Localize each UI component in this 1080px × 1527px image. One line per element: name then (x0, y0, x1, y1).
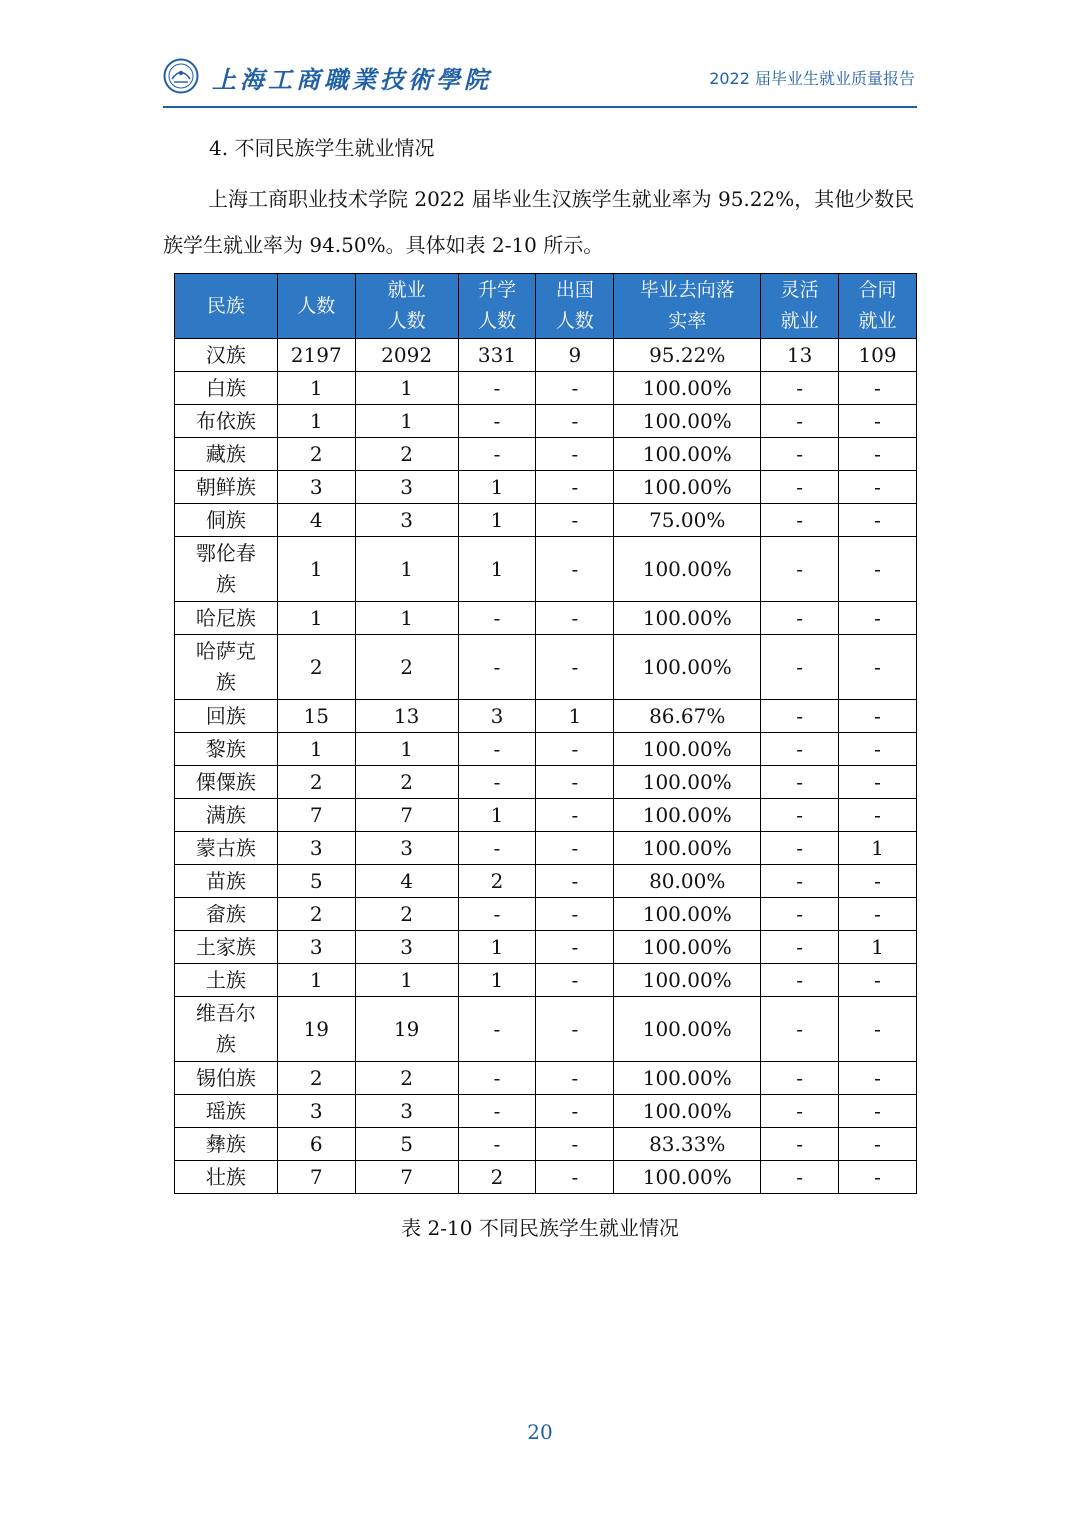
ethnic-group-cell (175, 405, 278, 438)
table-cell: - (839, 635, 917, 700)
table-cell: 1 (355, 405, 458, 438)
table-cell: 100.00% (614, 602, 761, 635)
table-cell: - (839, 1095, 917, 1128)
table-cell: - (458, 1062, 536, 1095)
table-cell: 7 (355, 799, 458, 832)
table-cell: - (761, 438, 839, 471)
ethnic-group-cell (175, 997, 278, 1062)
table-cell: 2 (277, 898, 355, 931)
table-cell: - (536, 1095, 614, 1128)
table-cell: 2 (458, 865, 536, 898)
ethnic-group-cell (175, 832, 278, 865)
table-cell: - (839, 372, 917, 405)
table-cell: 331 (458, 339, 536, 372)
ethnic-group-name: 壮族 (205, 1164, 246, 1189)
column-header (175, 274, 278, 339)
column-header-text: 实率 (668, 310, 707, 332)
table-cell: - (761, 372, 839, 405)
table-cell: 5 (277, 865, 355, 898)
ethnic-group-cell (175, 1095, 278, 1128)
ethnic-group-cell (175, 1128, 278, 1161)
table-cell: 3 (355, 471, 458, 504)
ethnic-group-name: 白族 (205, 375, 246, 400)
column-header-text: 就业 (858, 310, 897, 332)
table-cell: 100.00% (614, 372, 761, 405)
ethnic-group-name: 汉族 (205, 342, 246, 367)
ethnic-group-cell (175, 504, 278, 537)
ethnic-group-name: 族 (215, 1032, 236, 1056)
column-header (839, 274, 917, 339)
table-cell: - (761, 865, 839, 898)
table-cell: - (761, 1161, 839, 1194)
table-row (175, 1161, 917, 1194)
table-cell: 13 (761, 339, 839, 372)
ethnic-group-name: 布依族 (195, 408, 256, 433)
table-row (175, 997, 917, 1062)
table-cell: - (761, 1128, 839, 1161)
table-cell: 1 (355, 602, 458, 635)
table-cell: 2 (277, 635, 355, 700)
table-cell: - (761, 1095, 839, 1128)
table-cell: - (761, 931, 839, 964)
table-cell: - (761, 799, 839, 832)
table-cell: 100.00% (614, 1161, 761, 1194)
table-row (175, 799, 917, 832)
table-cell: 100.00% (614, 931, 761, 964)
table-cell: 3 (458, 700, 536, 733)
column-header (761, 274, 839, 339)
table-cell: 3 (355, 504, 458, 537)
table-cell: 3 (355, 931, 458, 964)
table-row (175, 898, 917, 931)
column-header (614, 274, 761, 339)
page-header (0, 0, 1080, 115)
table-cell: - (761, 471, 839, 504)
table-cell: - (839, 1062, 917, 1095)
table-row (175, 964, 917, 997)
table-cell: 1 (355, 964, 458, 997)
table-cell: 1 (355, 372, 458, 405)
table-cell: 3 (277, 471, 355, 504)
table-cell: 2197 (277, 339, 355, 372)
table-cell: - (536, 964, 614, 997)
table-row (175, 438, 917, 471)
table-cell: - (536, 931, 614, 964)
table-cell: 100.00% (614, 471, 761, 504)
table-cell: - (536, 602, 614, 635)
table-cell: 4 (355, 865, 458, 898)
ethnic-group-cell (175, 700, 278, 733)
column-header-text: 民族 (206, 294, 245, 317)
table-cell: 1 (458, 931, 536, 964)
table-cell: 1 (458, 537, 536, 602)
column-header-text: 出国 (555, 279, 594, 301)
ethnic-group-cell (175, 537, 278, 602)
ethnic-group-name: 满族 (205, 802, 246, 827)
table-cell: - (458, 766, 536, 799)
table-caption: 表 2-10 不同民族学生就业情况 (401, 1216, 679, 1240)
report-title: 2022 届毕业生就业质量报告 (709, 69, 915, 88)
table-cell: 19 (277, 997, 355, 1062)
table-cell: 2 (355, 766, 458, 799)
table-cell: 19 (355, 997, 458, 1062)
column-header (536, 274, 614, 339)
table-cell: 1 (277, 405, 355, 438)
ethnic-group-name: 锡伯族 (195, 1065, 256, 1090)
column-header-text: 人数 (387, 310, 426, 332)
table-cell: 7 (277, 799, 355, 832)
ethnic-group-name: 苗族 (205, 868, 246, 893)
table-cell: 13 (355, 700, 458, 733)
table-cell: 2 (355, 1062, 458, 1095)
table-cell: - (536, 438, 614, 471)
ethnic-group-cell (175, 339, 278, 372)
ethnic-group-name: 族 (215, 572, 236, 596)
table-cell: - (536, 471, 614, 504)
table-cell: 5 (355, 1128, 458, 1161)
intro-paragraph (163, 176, 917, 268)
table-cell: - (536, 1062, 614, 1095)
table-cell: - (839, 766, 917, 799)
ethnic-group-name: 土家族 (195, 934, 256, 959)
ethnic-group-name: 鄂伦春 (195, 541, 256, 565)
table-row (175, 832, 917, 865)
table-cell: 1 (458, 964, 536, 997)
table-cell: 1 (839, 832, 917, 865)
table-cell: 100.00% (614, 799, 761, 832)
table-row (175, 471, 917, 504)
ethnic-group-name: 土族 (205, 967, 246, 992)
header-divider (163, 106, 917, 108)
ethnic-group-cell (175, 635, 278, 700)
ethnic-group-cell (175, 931, 278, 964)
table-cell: 83.33% (614, 1128, 761, 1161)
table-cell: 1 (355, 733, 458, 766)
ethnic-group-cell (175, 799, 278, 832)
table-cell: 1 (458, 504, 536, 537)
table-cell: 1 (839, 931, 917, 964)
table-cell: - (536, 372, 614, 405)
table-cell: - (761, 700, 839, 733)
column-header-text: 人数 (555, 310, 594, 332)
ethnic-group-cell (175, 1062, 278, 1095)
ethnic-employment-table (174, 273, 917, 1194)
table-cell: 1 (277, 372, 355, 405)
ethnic-group-cell (175, 602, 278, 635)
table-cell: - (458, 602, 536, 635)
table-cell: 100.00% (614, 832, 761, 865)
table-cell: - (839, 405, 917, 438)
table-cell: 75.00% (614, 504, 761, 537)
table-cell: - (839, 898, 917, 931)
table-cell: - (839, 438, 917, 471)
table-cell: - (536, 537, 614, 602)
column-header-text: 毕业去向落 (639, 279, 735, 301)
table-cell: 3 (277, 832, 355, 865)
table-cell: 9 (536, 339, 614, 372)
table-row (175, 733, 917, 766)
ethnic-group-name: 族 (215, 670, 236, 694)
table-cell: - (761, 602, 839, 635)
table-cell: - (839, 504, 917, 537)
table-cell: 95.22% (614, 339, 761, 372)
table-cell: - (761, 537, 839, 602)
table-cell: - (458, 898, 536, 931)
table-cell: - (761, 405, 839, 438)
table-cell: - (536, 865, 614, 898)
table-cell: 80.00% (614, 865, 761, 898)
table-cell: - (839, 700, 917, 733)
table-row (175, 1095, 917, 1128)
table-cell: - (458, 1128, 536, 1161)
table-row (175, 700, 917, 733)
table-cell: 109 (839, 339, 917, 372)
table-cell: - (458, 635, 536, 700)
table-cell: - (536, 832, 614, 865)
table-row (175, 372, 917, 405)
table-cell: - (536, 799, 614, 832)
table-cell: - (761, 766, 839, 799)
table-cell: - (839, 733, 917, 766)
table-cell: - (761, 997, 839, 1062)
table-cell: 1 (277, 733, 355, 766)
table-cell: - (458, 832, 536, 865)
page-number: 20 (527, 1420, 553, 1444)
table-cell: - (839, 537, 917, 602)
column-header-text: 灵活 (780, 279, 819, 301)
table-cell: - (458, 405, 536, 438)
table-cell: 3 (277, 931, 355, 964)
table-cell: 100.00% (614, 898, 761, 931)
table-cell: - (839, 1161, 917, 1194)
ethnic-group-name: 哈萨克 (195, 639, 256, 663)
table-cell: - (458, 1095, 536, 1128)
table-row (175, 865, 917, 898)
table-cell: - (839, 471, 917, 504)
column-header-text: 人数 (478, 310, 517, 332)
table-row (175, 931, 917, 964)
table-cell: 1 (536, 700, 614, 733)
table-header-row (175, 274, 917, 339)
table-cell: 1 (355, 537, 458, 602)
table-cell: - (536, 766, 614, 799)
table-cell: 1 (277, 537, 355, 602)
column-header-text: 人数 (297, 294, 336, 317)
ethnic-group-name: 侗族 (205, 507, 246, 532)
table-body (175, 339, 917, 1194)
table-cell: 2 (355, 635, 458, 700)
ethnic-group-name: 傈僳族 (195, 769, 256, 794)
table-row (175, 339, 917, 372)
table-cell: - (761, 832, 839, 865)
ethnic-group-cell (175, 964, 278, 997)
column-header (458, 274, 536, 339)
ethnic-group-cell (175, 766, 278, 799)
table-cell: 100.00% (614, 997, 761, 1062)
table-row (175, 1128, 917, 1161)
column-header-text: 就业 (780, 310, 819, 332)
column-header (277, 274, 355, 339)
table-cell: 100.00% (614, 766, 761, 799)
table-cell: - (536, 405, 614, 438)
table-cell: - (458, 733, 536, 766)
section-heading: 4. 不同民族学生就业情况 (209, 136, 435, 160)
table-cell: - (839, 865, 917, 898)
table-cell: 86.67% (614, 700, 761, 733)
table-cell: 100.00% (614, 635, 761, 700)
table-cell: 1 (277, 964, 355, 997)
table-cell: 1 (458, 799, 536, 832)
table-cell: - (839, 964, 917, 997)
ethnic-group-name: 藏族 (205, 441, 246, 466)
column-header-text: 就业 (387, 279, 426, 301)
table-cell: - (761, 504, 839, 537)
ethnic-group-name: 黎族 (205, 736, 246, 761)
table-cell: 2092 (355, 339, 458, 372)
table-cell: 15 (277, 700, 355, 733)
table-cell: - (536, 997, 614, 1062)
ethnic-group-name: 彝族 (205, 1131, 246, 1156)
table-cell: 100.00% (614, 405, 761, 438)
table-row (175, 1062, 917, 1095)
table-cell: - (536, 733, 614, 766)
table-cell: 2 (355, 438, 458, 471)
ethnic-group-cell (175, 1161, 278, 1194)
ethnic-group-cell (175, 898, 278, 931)
table-cell: 3 (277, 1095, 355, 1128)
table-cell: 6 (277, 1128, 355, 1161)
table-row (175, 635, 917, 700)
table-cell: 2 (277, 1062, 355, 1095)
table-cell: - (536, 1128, 614, 1161)
table-cell: - (536, 635, 614, 700)
table-cell: - (536, 898, 614, 931)
table-cell: - (536, 1161, 614, 1194)
ethnic-group-name: 蒙古族 (195, 835, 256, 860)
table-cell: - (761, 635, 839, 700)
table-cell: 100.00% (614, 537, 761, 602)
table-cell: 100.00% (614, 1062, 761, 1095)
table-cell: - (536, 504, 614, 537)
intro-paragraph-text: 上海工商职业技术学院 2022 届毕业生汉族学生就业率为 95.22%，其他少数民族学生就业率为 94.50%。具体如表 2-10 所示。 (163, 187, 915, 257)
table-cell: 7 (355, 1161, 458, 1194)
table-cell: - (458, 438, 536, 471)
ethnic-group-cell (175, 471, 278, 504)
column-header-text: 升学 (478, 279, 517, 301)
table-cell: 3 (355, 1095, 458, 1128)
ethnic-group-cell (175, 865, 278, 898)
ethnic-group-cell (175, 733, 278, 766)
ethnic-group-name: 维吾尔 (195, 1001, 256, 1025)
table-cell: 4 (277, 504, 355, 537)
ethnic-group-name: 哈尼族 (195, 605, 256, 630)
school-name: 上海工商職業技術學院 (212, 66, 492, 94)
table-cell: 2 (277, 766, 355, 799)
ethnic-group-name: 瑶族 (205, 1098, 246, 1123)
table-row (175, 537, 917, 602)
column-header (355, 274, 458, 339)
table-cell: 3 (355, 832, 458, 865)
table-row (175, 405, 917, 438)
table-cell: - (458, 997, 536, 1062)
ethnic-group-cell (175, 372, 278, 405)
table-cell: 2 (355, 898, 458, 931)
table-cell: - (839, 602, 917, 635)
table-cell: 100.00% (614, 733, 761, 766)
column-header-text: 合同 (858, 279, 897, 301)
table-cell: 1 (458, 471, 536, 504)
table-cell: - (839, 997, 917, 1062)
table-cell: - (761, 1062, 839, 1095)
ethnic-group-cell (175, 438, 278, 471)
table-row (175, 504, 917, 537)
table-row (175, 766, 917, 799)
ethnic-group-name: 畲族 (205, 901, 246, 926)
table-cell: - (761, 898, 839, 931)
school-seal-icon (163, 58, 199, 94)
table-cell: 2 (458, 1161, 536, 1194)
table-cell: 100.00% (614, 964, 761, 997)
ethnic-group-name: 回族 (205, 703, 246, 728)
table-cell: 7 (277, 1161, 355, 1194)
table-row (175, 602, 917, 635)
table-cell: 100.00% (614, 1095, 761, 1128)
table-cell: 100.00% (614, 438, 761, 471)
table-cell: - (761, 733, 839, 766)
table-cell: 2 (277, 438, 355, 471)
table-cell: - (761, 964, 839, 997)
table-cell: - (839, 799, 917, 832)
table-cell: - (839, 1128, 917, 1161)
ethnic-group-name: 朝鲜族 (195, 474, 256, 499)
table-cell: 1 (277, 602, 355, 635)
table-cell: - (458, 372, 536, 405)
